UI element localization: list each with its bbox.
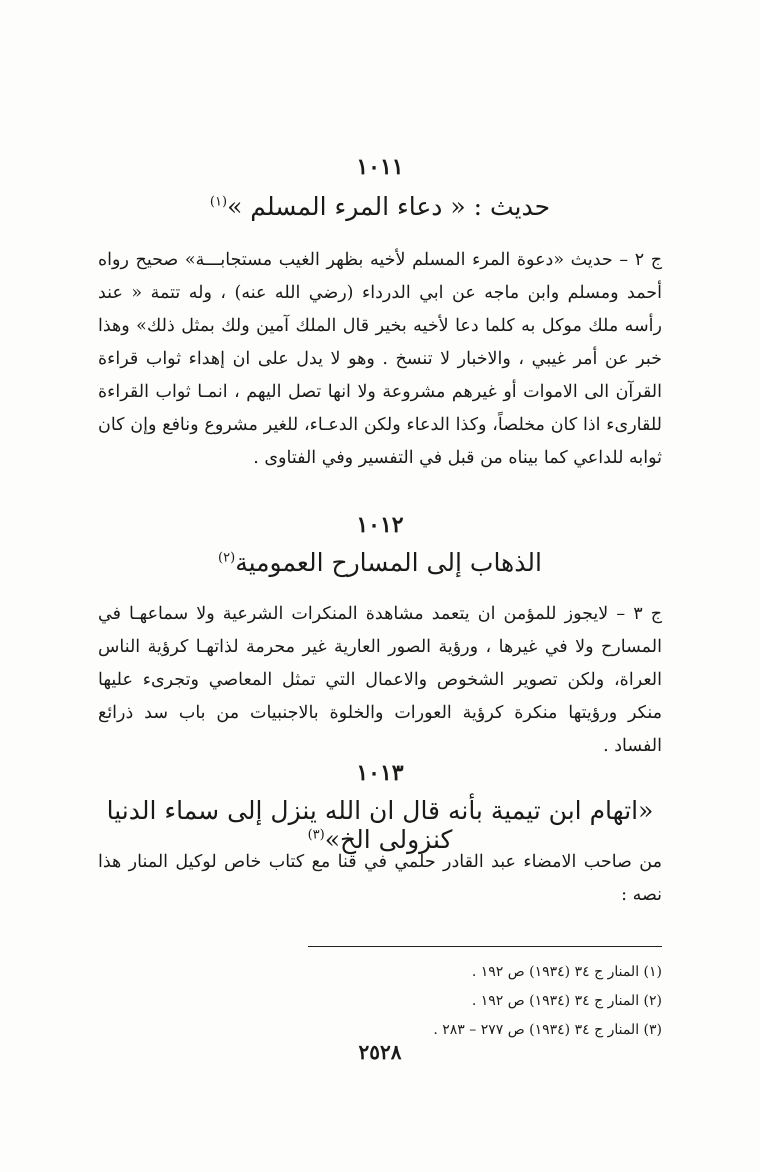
footnote-marker-1: (١) bbox=[209, 194, 228, 210]
footnote-divider bbox=[308, 946, 662, 947]
footnotes bbox=[300, 958, 662, 1045]
section-title-text: الذهاب إلى المسارح العمومية bbox=[235, 548, 542, 577]
section-title-text: حديث : « دعاء المرء المسلم » bbox=[227, 192, 551, 221]
page-number: ٢٥٢٨ bbox=[358, 1040, 402, 1064]
footnote-item: (٣) المنار ج ٣٤ (١٩٣٤) ص ٢٧٧ – ٢٨٣ . bbox=[433, 1022, 662, 1038]
footnote-item: (١) المنار ج ٣٤ (١٩٣٤) ص ١٩٢ . bbox=[471, 964, 662, 980]
section-body-1012: ج ٣ – لايجوز للمؤمن ان يتعمد مشاهدة المنكرات الشرعية ولا سماعهـا في المسارح ولا في غيرها ، ورؤية الصور العارية غير محرمة لذاتهـا كرؤية الناس العراة، ولكن تصوير الشخوص والاعمال التي تمثل المعاصي وتجرىء عليها منكر ورؤيتها منكرة كرؤية العورات والخلوة بالاجنبيات من باب سد ذرائع الفساد . bbox=[98, 604, 662, 756]
footnote-marker-3: (٣) bbox=[307, 827, 325, 843]
section-title-1011 bbox=[98, 192, 662, 221]
section-title-1012 bbox=[98, 548, 662, 577]
section-number-1011: ١٠١١ bbox=[356, 154, 404, 180]
section-title-text: «اتهام ابن تيمية بأنه قال ان الله ينزل إلى سماء الدنيا كنزولى الخ» bbox=[106, 796, 654, 854]
section-number-1013: ١٠١٣ bbox=[356, 760, 404, 786]
section-number-1012: ١٠١٢ bbox=[356, 512, 404, 538]
section-body-1013: من صاحب الامضاء عبد القادر حلمي في قنا مع كتاب خاص لوكيل المنار هذا نصه : bbox=[98, 852, 662, 905]
footnote-marker-2: (٢) bbox=[218, 550, 236, 566]
section-body-1011: ج ٢ – حديث «دعوة المرء المسلم لأخيه بظهر الغيب مستجابـــة» صحيح رواه أحمد ومسلم وابن ماجه عن ابي الدرداء (رضي الله عنه) ، وله تتمة « عند رأسه ملك موكل به كلما دعا لأخيه بخير قال الملك آمين ولك بمثل ذلك» وهذا خبر عن أمر غيبي ، والاخبار لا تنسخ . وهو لا يدل على ان إهداء ثواب قراءة القرآن الى الاموات أو غيرهم مشروعة ولا انها تصل اليهم ، انمـا ثواب القراءة للقارىء اذا كان مخلصاً، وكذا الدعاء ولكن الدعـاء، للغير مشروع ونافع وإن كان ثوابه للداعي كما بيناه من قبل في التفسير وفي الفتاوى . bbox=[98, 250, 663, 468]
footnote-item: (٢) المنار ج ٣٤ (١٩٣٤) ص ١٩٢ . bbox=[471, 993, 662, 1009]
